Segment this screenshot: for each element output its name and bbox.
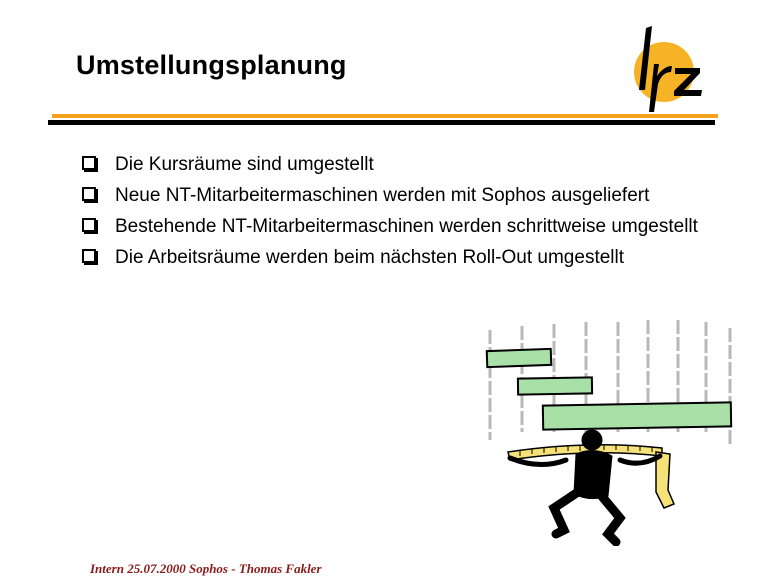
- bullet-text: Die Kursräume sind umgestellt: [115, 154, 374, 175]
- checkbox-bullet-icon: [82, 218, 96, 232]
- slide-title: Umstellungsplanung: [76, 50, 347, 80]
- bullet-item: [80, 214, 720, 239]
- gantt-bar-3: [543, 402, 731, 429]
- bullet-text: Bestehende NT-Mitarbeitermaschinen werden schrittweise umgestellt: [115, 216, 698, 237]
- bullet-list: [80, 152, 720, 276]
- title-rule-black: [48, 120, 715, 125]
- checkbox-bullet-icon: [82, 156, 96, 170]
- bullet-item: [80, 183, 720, 208]
- gantt-figure-clipart: [480, 320, 742, 546]
- lrz-logo: [628, 24, 710, 114]
- tape-hanging-end: [656, 452, 674, 508]
- gantt-bar-2: [518, 377, 592, 394]
- bullet-text: Die Arbeitsräume werden beim nächsten Roll-Out umgestellt: [115, 247, 625, 268]
- bullet-item: [80, 152, 720, 177]
- footer-text: Intern 25.07.2000 Sophos - Thomas Fakler: [90, 561, 322, 576]
- title-rule-orange: [52, 114, 718, 118]
- checkbox-bullet-icon: [82, 249, 96, 263]
- bullet-item: [80, 245, 720, 270]
- checkbox-bullet-icon: [82, 187, 96, 201]
- bullet-text: Neue NT-Mitarbeitermaschinen werden mit Sophos ausgeliefert: [115, 185, 650, 206]
- gantt-bar-1: [487, 349, 552, 367]
